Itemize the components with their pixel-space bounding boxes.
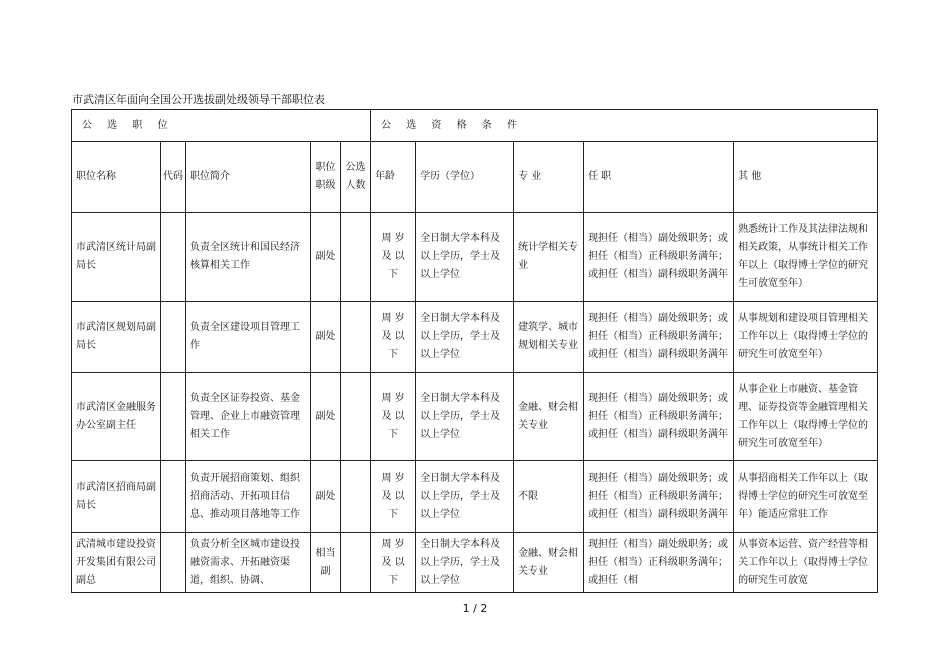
header-intro: 职位简介 bbox=[186, 142, 311, 213]
cell-intro: 负责全区建设项目管理工作 bbox=[186, 302, 311, 373]
cell-age: 周 岁 及 以 下 bbox=[371, 461, 416, 533]
cell-major: 统计学相关专业 bbox=[514, 213, 584, 302]
cell-name: 市武清区统计局副局长 bbox=[72, 213, 161, 302]
cell-count bbox=[341, 302, 371, 373]
cell-level: 副处 bbox=[311, 213, 341, 302]
header-other: 其 他 bbox=[734, 142, 878, 213]
table-row bbox=[72, 302, 878, 373]
cell-code bbox=[161, 461, 186, 533]
cell-other: 从事招商相关工作年以上（取得博士学位的研究生可放宽至年）能适应常驻工作 bbox=[734, 461, 878, 533]
cell-level: 副处 bbox=[311, 373, 341, 461]
cell-post: 现担任（相当）副处级职务；或担任（相当）正科级职务满年；或担任（相当）副科级职务满年 bbox=[584, 373, 734, 461]
cell-intro: 负责全区统计和国民经济核算相关工作 bbox=[186, 213, 311, 302]
header-code: 代码 bbox=[161, 142, 186, 213]
header-count: 公选人数 bbox=[341, 142, 371, 213]
cell-post: 现担任（相当）副处级职务；或担任（相当）正科级职务满年；或担任（相当）副科级职务满年 bbox=[584, 213, 734, 302]
header-post: 任 职 bbox=[584, 142, 734, 213]
table-row bbox=[72, 533, 878, 593]
page-number: 1 / 2 bbox=[462, 602, 488, 615]
section-left-label: 公 选 职 位 bbox=[72, 110, 371, 142]
column-header-row bbox=[72, 142, 878, 213]
cell-post: 现担任（相当）副处级职务；或担任（相当）正科级职务满年；或担任（相当）副科级职务满年 bbox=[584, 461, 734, 533]
cell-count bbox=[341, 461, 371, 533]
cell-count bbox=[341, 373, 371, 461]
cell-other: 从事资本运营、资产经营等相关工作年以上（取得博士学位的研究生可放宽 bbox=[734, 533, 878, 593]
cell-name: 市武清区规划局副局长 bbox=[72, 302, 161, 373]
cell-major: 建筑学、城市规划相关专业 bbox=[514, 302, 584, 373]
cell-intro: 负责全区证券投资、基金管理、企业上市融资管理相关工作 bbox=[186, 373, 311, 461]
cell-intro: 负责开展招商策划、组织招商活动、开拓项目信息、推动项目落地等工作 bbox=[186, 461, 311, 533]
cell-level: 副处 bbox=[311, 302, 341, 373]
cell-intro: 负责分析全区城市建设投融资需求、开拓融资渠道，组织、协调、 bbox=[186, 533, 311, 593]
cell-edu: 全日制大学本科及以上学历，学士及以上学位 bbox=[416, 373, 514, 461]
cell-major: 金融、财会相关专业 bbox=[514, 373, 584, 461]
section-header-row bbox=[72, 110, 878, 142]
cell-level: 副处 bbox=[311, 461, 341, 533]
cell-major: 不限 bbox=[514, 461, 584, 533]
cell-other: 从事企业上市融资、基金管理、证券投资等金融管理相关工作年以上（取得博士学位的研究生可放宽至年） bbox=[734, 373, 878, 461]
document-title: 市武清区年面向全国公开选拔副处级领导干部职位表 bbox=[72, 93, 325, 106]
table-row bbox=[72, 373, 878, 461]
cell-level: 相当副 bbox=[311, 533, 341, 593]
cell-post: 现担任（相当）副处级职务；或担任（相当）正科级职务满年；或担任（相 bbox=[584, 533, 734, 593]
header-major: 专 业 bbox=[514, 142, 584, 213]
cell-age: 周 岁 及 以 下 bbox=[371, 302, 416, 373]
cell-code bbox=[161, 373, 186, 461]
cell-edu: 全日制大学本科及以上学历，学士及以上学位 bbox=[416, 461, 514, 533]
cell-post: 现担任（相当）副处级职务；或担任（相当）正科级职务满年；或担任（相当）副科级职务满年 bbox=[584, 302, 734, 373]
cell-age: 周 岁 及 以 下 bbox=[371, 213, 416, 302]
header-age: 年龄 bbox=[371, 142, 416, 213]
table-row bbox=[72, 213, 878, 302]
header-level: 职位职级 bbox=[311, 142, 341, 213]
cell-code bbox=[161, 533, 186, 593]
cell-name: 武清城市建设投资开发集团有限公司副总 bbox=[72, 533, 161, 593]
section-right-label: 公 选 资 格 条 件 bbox=[371, 110, 878, 142]
cell-age: 周 岁 及 以 下 bbox=[371, 373, 416, 461]
cell-count bbox=[341, 533, 371, 593]
table-row bbox=[72, 461, 878, 533]
cell-count bbox=[341, 213, 371, 302]
cell-edu: 全日制大学本科及以上学历，学士及以上学位 bbox=[416, 302, 514, 373]
cell-major: 金融、财会相关专业 bbox=[514, 533, 584, 593]
position-table bbox=[71, 109, 878, 593]
cell-code bbox=[161, 302, 186, 373]
cell-name: 市武清区金融服务办公室副主任 bbox=[72, 373, 161, 461]
cell-code bbox=[161, 213, 186, 302]
header-edu: 学历（学位） bbox=[416, 142, 514, 213]
header-name: 职位名称 bbox=[72, 142, 161, 213]
cell-edu: 全日制大学本科及以上学历，学士及以上学位 bbox=[416, 213, 514, 302]
cell-edu: 全日制大学本科及以上学历，学士及以上学位 bbox=[416, 533, 514, 593]
cell-name: 市武清区招商局副局长 bbox=[72, 461, 161, 533]
cell-age: 周 岁 及 以 下 bbox=[371, 533, 416, 593]
cell-other: 熟悉统计工作及其法律法规和相关政策，从事统计相关工作年以上（取得博士学位的研究生可放宽至年） bbox=[734, 213, 878, 302]
cell-other: 从事规划和建设项目管理相关工作年以上（取得博士学位的研究生可放宽至年） bbox=[734, 302, 878, 373]
